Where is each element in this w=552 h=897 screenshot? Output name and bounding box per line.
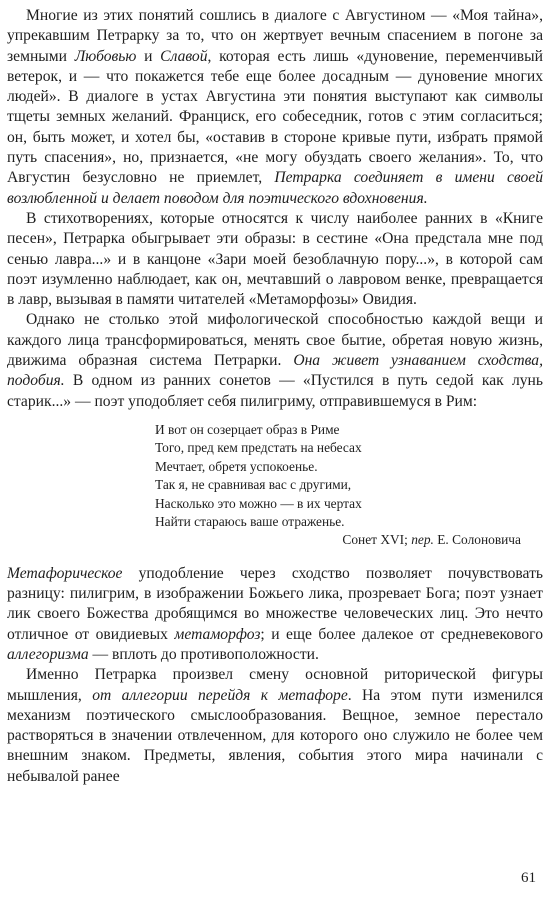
paragraph-book-of-songs bbox=[7, 209, 543, 310]
text-run: , которая есть лишь «дуновение, переменчивый ветерок, и — что покажется тебе еще более досадным — дуновение многих людей». В диалоге в устах Августина эти понятия выступают как символы тщеты земных желаний. Франциск, его собеседник, готов с этим согласиться; он, быть может, и хотел бы, «оставив в стороне кривые пути, избрать прямой путь спасения», но, признается, «не могу обуздать своего желания». То, что Августин безусловно не приемлет, bbox=[7, 47, 543, 187]
text-run: — вплоть до противоположности. bbox=[88, 645, 319, 663]
italic-emphasis: аллегоризма bbox=[7, 645, 89, 663]
paragraph-allegory-to-metaphor bbox=[7, 665, 543, 787]
poem-line: Мечтает, обретя успокоенье. bbox=[155, 458, 318, 474]
text-run: Именно Петрарка произвел смену основной риторической фигуры мышления, bbox=[7, 666, 543, 704]
text-run: В стихотворениях, которые относятся к числу наиболее ранних в «Книге песен», Петрарка обыгрывает эти образы: в сестине «Она предстала мне под сенью лавра...» и в канцоне «Зари моей безоблачную пору...», в которой сам поэт изумленно наблюдает, как он, мечтавший о лавровом венке, превращается в лавр, вызывая в памяти читателей «Метаморфозы» Овидия. bbox=[7, 209, 543, 309]
italic-emphasis: Петрарка соединяет в имени своей возлюбленной и делает поводом для поэтического вдохновения. bbox=[7, 169, 543, 207]
text-run: уподобление через сходство позволяет почувствовать разницу: пилигрим, в изображении Божьего лика, прозревает Бога; поэт узнает лик своего Божества дробящимся во множестве человеческих лиц. Это нечто отличное от овидиевых bbox=[7, 564, 543, 643]
poem-line: Найти стараюсь ваше отраженье. bbox=[155, 513, 345, 529]
poem-line: И вот он созерцает образ в Риме bbox=[155, 421, 340, 437]
italic-emphasis: Она живет узнаванием сходства, подобия. bbox=[7, 352, 543, 390]
attribution-source: Сонет XVI; bbox=[342, 532, 412, 548]
page-number: 61 bbox=[521, 870, 536, 886]
poem-line: Так я, не сравнивая вас с другими, bbox=[155, 477, 352, 493]
text-run: Многие из этих понятий сошлись в диалоге с Августином — «Моя тайна», упрекавшим Петрарку за то, что он жертвует вечным спасением в погоне за земными bbox=[7, 7, 543, 65]
attribution-translator-abbr: пер. bbox=[411, 532, 434, 548]
text-run: . На этом пути изменился механизм поэтического смыслообразования. Вещное, земное перестало растворяться в значении отвлеченном, для которого оно служило не более чем внешним знаком. Предметы, явления, события этого мира начинали с небывалой ранее bbox=[7, 686, 543, 785]
paragraph-metaphoric-likening bbox=[7, 564, 543, 665]
text-run: В одном из ранних сонетов — «Пустился в путь седой как лунь старик...» — поэт уподобляет себя пилигриму, отправившемуся в Рим: bbox=[7, 372, 543, 410]
italic-emphasis: от аллегории перейдя к метафоре bbox=[92, 686, 348, 704]
italic-emphasis: Метафорическое bbox=[7, 564, 123, 582]
italic-emphasis: метаморфоз bbox=[174, 625, 261, 643]
text-run: Однако не столько этой мифологической способностью каждой вещи и каждого лица трансформироваться, менять свое бытие, обретая новую жизнь, движима образная система Петрарки. bbox=[7, 311, 543, 370]
body-text bbox=[7, 6, 543, 787]
italic-emphasis: Славой bbox=[160, 47, 208, 65]
paragraph-augustine-dialogue bbox=[7, 6, 543, 209]
poem-attribution bbox=[155, 531, 543, 549]
attribution-translator: Е. Солоновича bbox=[433, 532, 521, 548]
poem-quote bbox=[7, 421, 543, 550]
poem-line: Насколько это можно — в их чертах bbox=[155, 495, 362, 511]
text-run: и bbox=[136, 47, 161, 65]
italic-emphasis: Любовью bbox=[74, 47, 137, 65]
poem-line: Того, пред кем предстать на небесах bbox=[155, 440, 362, 456]
paragraph-imagery-system bbox=[7, 310, 543, 411]
text-run: ; и еще более далекое от средневекового bbox=[260, 625, 543, 643]
